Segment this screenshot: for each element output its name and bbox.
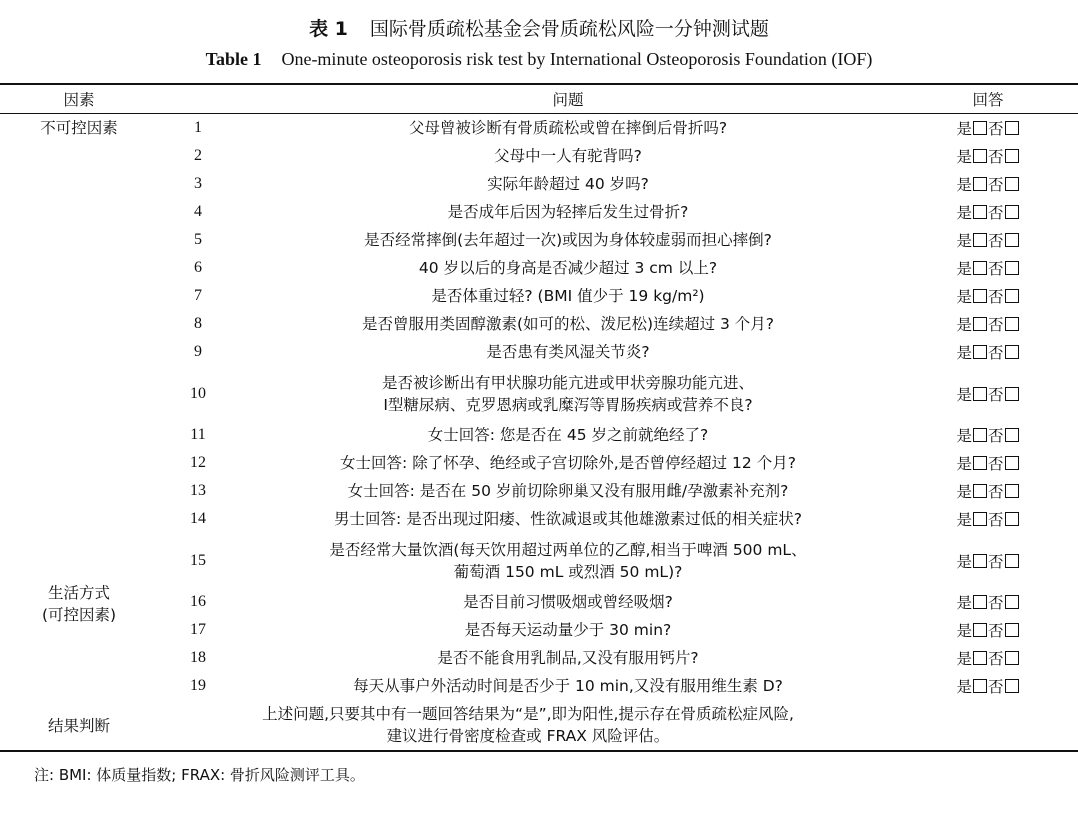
no-label: 否 <box>988 483 1004 501</box>
question-number: 9 <box>194 343 202 360</box>
question-line: 是否目前习惯吸烟或曾经吸烟? <box>463 593 673 611</box>
table-number-en: Table 1 <box>205 49 262 69</box>
answer-cell <box>898 672 1078 700</box>
question-text <box>238 477 898 505</box>
no-label: 否 <box>988 678 1004 696</box>
answer-cell <box>898 170 1078 198</box>
yes-label: 是 <box>956 455 972 473</box>
table-row <box>0 142 1078 170</box>
question-text <box>238 170 898 198</box>
no-label: 否 <box>988 622 1004 640</box>
question-number: 5 <box>194 231 202 248</box>
yes-label: 是 <box>956 204 972 222</box>
no-checkbox[interactable] <box>1005 554 1019 568</box>
factor-lifestyle-line2: (可控因素) <box>41 605 117 624</box>
answer-cell <box>898 644 1078 672</box>
yes-checkbox[interactable] <box>973 177 987 191</box>
no-label: 否 <box>988 650 1004 668</box>
table-row <box>0 616 1078 644</box>
answer-cell <box>898 505 1078 533</box>
no-checkbox[interactable] <box>1005 428 1019 442</box>
question-line: 是否每天运动量少于 30 min? <box>464 621 672 639</box>
question-number: 1 <box>194 119 202 136</box>
yes-label: 是 <box>956 650 972 668</box>
question-number: 19 <box>190 677 206 694</box>
question-line: 每天从事户外活动时间是否少于 10 min,又没有服用维生素 D? <box>353 677 783 695</box>
table-row <box>0 477 1078 505</box>
header-question: 问题 <box>552 91 584 109</box>
answer-cell <box>898 310 1078 338</box>
table-body <box>0 114 1078 752</box>
no-label: 否 <box>988 148 1004 166</box>
no-checkbox[interactable] <box>1005 679 1019 693</box>
yes-label: 是 <box>956 232 972 250</box>
question-line: 是否经常摔倒(去年超过一次)或因为身体较虚弱而担心摔倒? <box>364 231 772 249</box>
yes-label: 是 <box>956 678 972 696</box>
factor-uncontrollable: 不可控因素 <box>40 119 118 137</box>
question-text <box>238 254 898 282</box>
question-text <box>238 114 898 143</box>
question-number: 11 <box>190 426 206 443</box>
answer-cell <box>898 282 1078 310</box>
result-line: 上述问题,只要其中有一题回答结果为“是”,即为阳性,提示存在骨质疏松症风险, <box>262 705 794 723</box>
question-number: 16 <box>190 593 206 610</box>
question-text <box>238 142 898 170</box>
question-number: 2 <box>194 147 202 164</box>
no-label: 否 <box>988 316 1004 334</box>
risk-test-table <box>0 83 1078 752</box>
question-text <box>238 282 898 310</box>
question-text <box>238 310 898 338</box>
question-number: 15 <box>190 551 206 569</box>
factor-lifestyle-line1: 生活方式 <box>47 583 110 602</box>
yes-checkbox[interactable] <box>973 205 987 219</box>
yes-label: 是 <box>956 148 972 166</box>
question-line: 女士回答: 您是否在 45 岁之前就绝经了? <box>427 426 709 444</box>
yes-label: 是 <box>956 552 972 571</box>
table-row <box>0 114 1078 143</box>
question-text <box>238 449 898 477</box>
question-text <box>238 533 898 588</box>
question-text <box>238 226 898 254</box>
answer-cell <box>898 338 1078 366</box>
yes-label: 是 <box>956 260 972 278</box>
yes-checkbox[interactable] <box>973 428 987 442</box>
yes-checkbox[interactable] <box>973 554 987 568</box>
no-label: 否 <box>988 120 1004 138</box>
yes-checkbox[interactable] <box>973 289 987 303</box>
question-number: 6 <box>194 259 202 276</box>
question-text <box>238 198 898 226</box>
table-row <box>0 338 1078 366</box>
question-line: 是否被诊断出有甲状腺功能亢进或甲状旁腺功能亢进、 <box>381 373 754 392</box>
yes-checkbox[interactable] <box>973 261 987 275</box>
question-number: 12 <box>190 454 206 471</box>
question-line: 是否患有类风湿关节炎? <box>486 343 650 361</box>
yes-checkbox[interactable] <box>973 484 987 498</box>
table-row <box>0 533 1078 588</box>
answer-cell <box>898 198 1078 226</box>
yes-label: 是 <box>956 176 972 194</box>
table-title-en <box>0 49 1078 70</box>
no-checkbox[interactable] <box>1005 651 1019 665</box>
question-line: 是否经常大量饮酒(每天饮用超过两单位的乙醇,相当于啤酒 500 mL、 <box>329 540 807 559</box>
question-text <box>238 672 898 700</box>
yes-checkbox[interactable] <box>973 317 987 331</box>
no-checkbox[interactable] <box>1005 177 1019 191</box>
yes-label: 是 <box>956 511 972 529</box>
table-number-cn: 表 1 <box>309 18 348 40</box>
answer-cell <box>898 533 1078 588</box>
no-checkbox[interactable] <box>1005 261 1019 275</box>
question-number: 14 <box>190 510 206 527</box>
result-row <box>0 700 1078 751</box>
question-line: 是否不能食用乳制品,又没有服用钙片? <box>437 649 699 667</box>
question-line: 男士回答: 是否出现过阳痿、性欲减退或其他雄激素过低的相关症状? <box>334 510 802 528</box>
no-checkbox[interactable] <box>1005 121 1019 135</box>
yes-checkbox[interactable] <box>973 345 987 359</box>
question-text <box>238 588 898 616</box>
question-text <box>238 616 898 644</box>
question-number: 10 <box>190 384 206 402</box>
yes-checkbox[interactable] <box>973 651 987 665</box>
no-label: 否 <box>988 176 1004 194</box>
table-row <box>0 170 1078 198</box>
no-label: 否 <box>988 260 1004 278</box>
yes-checkbox[interactable] <box>973 456 987 470</box>
no-label: 否 <box>988 232 1004 250</box>
no-checkbox[interactable] <box>1005 317 1019 331</box>
no-checkbox[interactable] <box>1005 623 1019 637</box>
question-line: 女士回答: 除了怀孕、绝经或子宫切除外,是否曾停经超过 12 个月? <box>340 454 796 472</box>
yes-checkbox[interactable] <box>973 387 987 401</box>
question-number: 4 <box>194 203 202 220</box>
no-label: 否 <box>988 344 1004 362</box>
yes-checkbox[interactable] <box>973 149 987 163</box>
question-number: 13 <box>190 482 206 499</box>
yes-label: 是 <box>956 316 972 334</box>
table-row <box>0 672 1078 700</box>
result-answer-empty <box>898 700 1078 751</box>
answer-cell <box>898 142 1078 170</box>
no-label: 否 <box>988 594 1004 612</box>
question-line: 是否曾服用类固醇激素(如可的松、泼尼松)连续超过 3 个月? <box>361 315 775 333</box>
table-title-cn-text: 国际骨质疏松基金会骨质疏松风险一分钟测试题 <box>369 18 769 40</box>
table-row <box>0 226 1078 254</box>
table-row <box>0 282 1078 310</box>
answer-cell <box>898 114 1078 143</box>
table-row <box>0 254 1078 282</box>
yes-label: 是 <box>956 344 972 362</box>
yes-checkbox[interactable] <box>973 512 987 526</box>
header-factor: 因素 <box>63 91 95 109</box>
no-checkbox[interactable] <box>1005 484 1019 498</box>
table-title-cn <box>0 14 1078 41</box>
question-line: 是否成年后因为轻摔后发生过骨折? <box>447 203 689 221</box>
yes-label: 是 <box>956 483 972 501</box>
yes-label: 是 <box>956 594 972 612</box>
question-line: 葡萄酒 150 mL 或烈酒 50 mL)? <box>453 562 683 581</box>
result-line: 建议进行骨密度检查或 FRAX 风险评估。 <box>386 727 670 745</box>
no-label: 否 <box>988 385 1004 404</box>
question-line: Ⅰ型糖尿病、克罗恩病或乳糜泻等胃肠疾病或营养不良? <box>383 395 753 414</box>
no-checkbox[interactable] <box>1005 345 1019 359</box>
question-line: 实际年龄超过 40 岁吗? <box>487 175 649 193</box>
answer-cell <box>898 588 1078 616</box>
no-label: 否 <box>988 204 1004 222</box>
yes-label: 是 <box>956 427 972 445</box>
yes-checkbox[interactable] <box>973 623 987 637</box>
question-text <box>238 338 898 366</box>
table-row <box>0 366 1078 421</box>
yes-checkbox[interactable] <box>973 121 987 135</box>
no-label: 否 <box>988 511 1004 529</box>
yes-label: 是 <box>956 288 972 306</box>
table-title-en-text: One-minute osteoporosis risk test by International Osteoporosis Foundation (IOF) <box>281 49 873 69</box>
table-footnote: 注: BMI: 体质量指数; FRAX: 骨折风险测评工具。 <box>34 766 365 784</box>
yes-label: 是 <box>956 385 972 404</box>
question-text <box>238 366 898 421</box>
factor-result: 结果判断 <box>47 717 110 735</box>
question-line: 父母曾被诊断有骨质疏松或曾在摔倒后骨折吗? <box>408 119 728 137</box>
no-label: 否 <box>988 455 1004 473</box>
question-text <box>238 505 898 533</box>
table-row <box>0 421 1078 449</box>
table-row <box>0 198 1078 226</box>
answer-cell <box>898 449 1078 477</box>
no-label: 否 <box>988 427 1004 445</box>
no-checkbox[interactable] <box>1005 149 1019 163</box>
question-text <box>238 644 898 672</box>
yes-label: 是 <box>956 120 972 138</box>
no-checkbox[interactable] <box>1005 595 1019 609</box>
question-text <box>238 421 898 449</box>
no-checkbox[interactable] <box>1005 512 1019 526</box>
question-line: 是否体重过轻? (BMI 值少于 19 kg/m²) <box>431 287 705 305</box>
question-line: 父母中一人有驼背吗? <box>494 147 642 165</box>
answer-cell <box>898 421 1078 449</box>
yes-checkbox[interactable] <box>973 595 987 609</box>
question-number: 3 <box>194 175 202 192</box>
table-row <box>0 644 1078 672</box>
result-text <box>158 700 898 751</box>
no-checkbox[interactable] <box>1005 387 1019 401</box>
table-row <box>0 588 1078 616</box>
question-number: 7 <box>194 287 202 304</box>
yes-label: 是 <box>956 622 972 640</box>
table-row <box>0 310 1078 338</box>
answer-cell <box>898 366 1078 421</box>
no-checkbox[interactable] <box>1005 289 1019 303</box>
no-checkbox[interactable] <box>1005 456 1019 470</box>
question-number: 18 <box>190 649 206 666</box>
header-number <box>158 84 238 114</box>
factor-lifestyle <box>0 505 158 700</box>
table-row <box>0 505 1078 533</box>
no-checkbox[interactable] <box>1005 233 1019 247</box>
question-number: 17 <box>190 621 206 638</box>
answer-cell <box>898 226 1078 254</box>
yes-checkbox[interactable] <box>973 233 987 247</box>
answer-cell <box>898 477 1078 505</box>
question-line: 女士回答: 是否在 50 岁前切除卵巢又没有服用雌/孕激素补充剂? <box>347 482 789 500</box>
answer-cell <box>898 616 1078 644</box>
header-answer: 回答 <box>972 91 1004 109</box>
yes-checkbox[interactable] <box>973 679 987 693</box>
question-number: 8 <box>194 315 202 332</box>
table-header-row <box>0 84 1078 114</box>
question-line: 40 岁以后的身高是否减少超过 3 cm 以上? <box>418 259 718 277</box>
table-row <box>0 449 1078 477</box>
no-label: 否 <box>988 288 1004 306</box>
answer-cell <box>898 254 1078 282</box>
no-label: 否 <box>988 552 1004 571</box>
no-checkbox[interactable] <box>1005 205 1019 219</box>
